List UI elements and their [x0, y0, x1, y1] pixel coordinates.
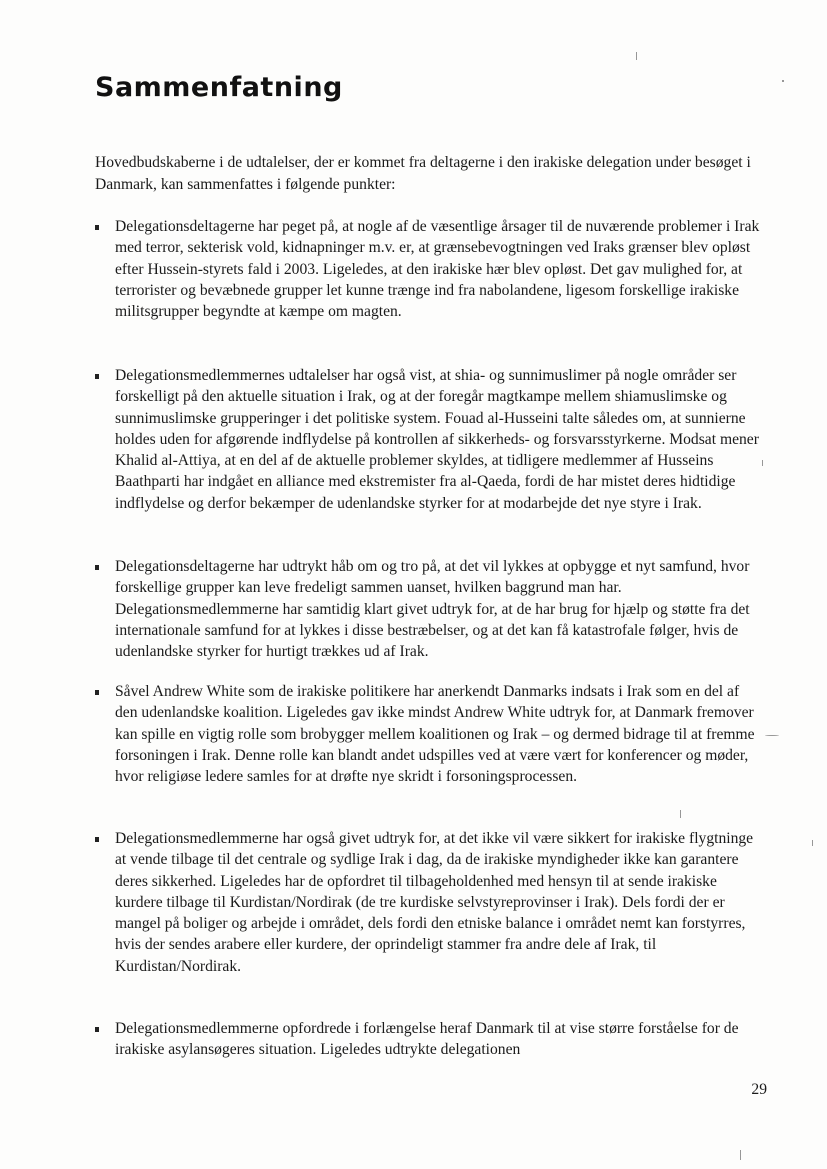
bullet-text: Delegationsmedlemmernes udtalelser har også vist, at shia- og sunnimuslimer på nogle områder ser forskelligt på den aktuelle situation i Irak, og at der foregår magtkampe mellem shiamuslimske og sunnimuslimske grupperinger i det politiske system. Fouad al-Husseini talte således om, at sunnierne holdes uden for afgørende indflydelse på kontrollen af sikkerheds- og forsvarsstyrkerne. Modsat mener Khalid al-Attiya, at en del af de aktuelle problemer skyldes, at tidligere medlemmer af Husseins Baathparti har indgået en alliance med ekstremister fra al-Qaeda, fordi de har mistet deres hidtidige indflydelse og derfor bekæmper de udenlandske styrker for at modarbejde det nye styre i Irak. — [115, 367, 759, 512]
bullet-text: Delegationsmedlemmerne har også givet udtryk for, at det ikke vil være sikkert for irakiske flygtninge at vende tilbage til det centrale og sydlige Irak i dag, da de irakiske myndigheder ikke kan garantere deres sikkerhed. Ligeledes har de opfordret til tilbageholdenhed med hensyn til at sende irakiske kurdere tilbage til Kurdistan/Nordirak (de tre kurdiske selvstyreprovinser i Irak). Dels fordi der er mangel på boliger og arbejde i området, dels fordi den etniske balance i området nemt kan forstyrres, hvis der sendes arabere eller kurdere, der oprindeligt stammer fra andre dele af Irak, til Kurdistan/Nordirak. — [115, 830, 754, 975]
scan-speck — [782, 80, 784, 82]
page-number: 29 — [751, 1081, 767, 1098]
page-title: Sammenfatning — [95, 72, 343, 103]
bullet-icon — [95, 225, 99, 230]
bullet-text: Delegationsdeltagerne har udtrykt håb om og tro på, at det vil lykkes at opbygge et nyt samfund, hvor forskellige grupper kan leve fredeligt sammen uanset, hvilken baggrund man har. Delegationsmedlemmerne har samtidig klart givet udtryk for, at de har brug for hjælp og støtte fra det internationale samfund for at lykkes i disse bestræbelser, og at det kan få katastrofale følger, hvis de udenlandske styrker for hurtigt trækkes ud af Irak. — [115, 558, 750, 661]
list-item — [95, 365, 765, 514]
list-item — [95, 216, 765, 322]
bullet-icon — [95, 374, 99, 379]
bullet-icon — [95, 565, 99, 570]
scan-speck — [680, 810, 681, 818]
intro-paragraph: Hovedbudskaberne i de udtalelser, der er kommet fra deltagerne i den irakiske delegation under besøget i Danmark, kan sammenfattes i følgende punkter: — [95, 154, 751, 193]
bullet-icon — [95, 1027, 99, 1032]
scan-speck — [812, 840, 813, 846]
bullet-text: Delegationsmedlemmerne opfordrede i forlængelse heraf Danmark til at vise større forståelse for de irakiske asylansøgeres situation. Ligeledes udtrykte delegationen — [115, 1020, 739, 1059]
scan-speck — [762, 460, 763, 466]
scan-speck — [740, 1150, 741, 1160]
bullet-text: Såvel Andrew White som de irakiske politikere har anerkendt Danmarks indsats i Irak som en del af den udenlandske koalition. Ligeledes gav ikke mindst Andrew White udtryk for, at Danmark fremover kan spille en vigtig rolle som brobygger mellem koalitionen og Irak – og dermed bidrage til at fremme forsoningen i Irak. Denne rolle kan blandt andet udspilles ved at være vært for konferencer og møder, hvor religiøse ledere samles for at drøfte nye skridt i forsoningsprocessen. — [115, 683, 755, 786]
list-item — [95, 1018, 765, 1061]
list-item — [95, 681, 765, 787]
bullet-icon — [95, 690, 99, 695]
list-item — [95, 556, 765, 662]
bullet-icon — [95, 837, 99, 842]
scan-speck — [765, 735, 779, 736]
list-item — [95, 828, 765, 977]
scan-speck — [636, 52, 637, 60]
bullet-text: Delegationsdeltagerne har peget på, at nogle af de væsentlige årsager til de nuværende problemer i Irak med terror, sekterisk vold, kidnapninger m.v. er, at grænsebevogtningen ved Iraks grænser blev opløst efter Hussein-styrets fald i 2003. Ligeledes, at den irakiske hær blev opløst. Det gav mulighed for, at terrorister og bevæbnede grupper let kunne trænge ind fra nabolandene, ligesom forskellige irakiske militsgrupper begyndte at kæmpe om magten. — [115, 218, 760, 321]
